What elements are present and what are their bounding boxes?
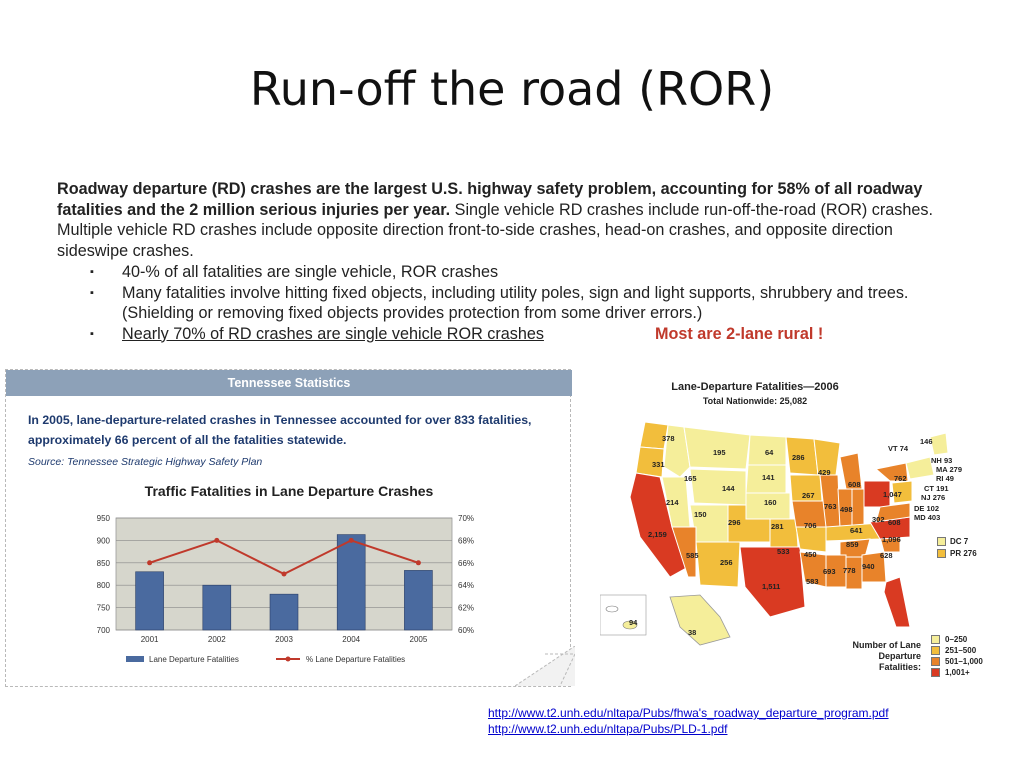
line-point	[214, 538, 219, 543]
line-point	[147, 560, 152, 565]
x-tick-label: 2001	[140, 635, 159, 644]
state-value: 144	[722, 484, 735, 493]
bullet-text: Nearly 70% of RD crashes are single vehicle ROR crashes	[122, 324, 544, 343]
bullet-item	[90, 324, 970, 345]
state-value: 585	[686, 551, 699, 560]
state-value: 2,159	[648, 530, 667, 539]
state-value: 583	[806, 577, 819, 586]
bar	[136, 572, 164, 630]
bullet-text: Many fatalities involve hitting fixed objects, including utility poles, sign and light supports, shrubbery and trees. (Shielding or removing fixed objects provides protection from some driver errors.)	[122, 283, 909, 323]
northeast-label: NJ 276	[921, 493, 946, 502]
y2-tick-label: 66%	[458, 558, 475, 568]
bullet-list	[90, 262, 970, 344]
pr-label: PR 276	[950, 549, 977, 558]
legend-swatch	[931, 668, 940, 677]
legend-label: 501–1,000	[945, 657, 983, 666]
state-value: 693	[823, 567, 836, 576]
rural-callout: Most are 2-lane rural !	[655, 324, 824, 343]
state-value: 146	[920, 437, 933, 446]
state-value: 608	[848, 480, 861, 489]
intro-paragraph	[57, 179, 967, 261]
line-point	[416, 560, 421, 565]
bar	[270, 594, 298, 630]
state-value: 281	[771, 522, 784, 531]
y-tick-label: 750	[96, 603, 110, 613]
state-value: 1,511	[762, 582, 781, 591]
state-value: 378	[662, 434, 675, 443]
state-value: 38	[688, 628, 697, 637]
legend-swatch-bar	[126, 656, 144, 662]
bullet-item	[90, 283, 970, 324]
legend-point	[286, 657, 291, 662]
dc-swatch	[937, 537, 946, 546]
x-tick-label: 2003	[275, 635, 293, 644]
legend-label: Lane Departure Fatalities	[149, 655, 239, 664]
reference-link[interactable]: http://www.t2.unh.edu/nltapa/Pubs/PLD-1.pdf	[488, 722, 728, 736]
state-value: 214	[666, 498, 679, 507]
state-value: 706	[804, 521, 817, 530]
y-tick-label: 950	[96, 514, 110, 523]
y-tick-label: 850	[96, 558, 110, 568]
state-value: 608	[888, 518, 901, 527]
state-value: 286	[792, 453, 805, 462]
state-value: 1,096	[882, 535, 901, 544]
northeast-label: DE 102	[914, 504, 940, 513]
y2-tick-label: 62%	[458, 603, 475, 613]
state-value: 628	[880, 551, 893, 560]
state-value: 331	[652, 460, 665, 469]
reference-link[interactable]: http://www.t2.unh.edu/nltapa/Pubs/fhwa's_roadway_departure_program.pdf	[488, 706, 889, 720]
line-point	[349, 538, 354, 543]
state-value: 141	[762, 473, 775, 482]
tennessee-text: In 2005, lane-departure-related crashes in Tennessee accounted for over 833 fatalities, approximately 66 percent of all the fatalities statewide.	[28, 413, 532, 447]
bullet-icon: ▪	[90, 286, 94, 299]
y2-tick-label: 68%	[458, 536, 475, 546]
y-tick-label: 700	[96, 626, 110, 635]
tennessee-header: Tennessee Statistics	[6, 370, 572, 396]
state-value: 64	[765, 448, 774, 457]
northeast-label: MD 403	[914, 513, 941, 522]
northeast-label: NH 93	[931, 456, 953, 465]
bar	[404, 570, 432, 630]
northeast-label: RI 49	[936, 474, 954, 483]
intro-bold: Roadway departure (RD) crashes are the largest U.S. highway safety problem, accounting for 58% of all roadway fatalities and the 2 million serious injuries per year.	[57, 180, 923, 219]
state-value: 256	[720, 558, 733, 567]
state-value: 641	[850, 526, 863, 535]
page-fold-icon	[515, 646, 575, 686]
y2-tick-label: 70%	[458, 514, 475, 523]
legend-swatch	[931, 635, 940, 644]
y2-tick-label: 60%	[458, 626, 475, 635]
tennessee-source: Source: Tennessee Strategic Highway Safety Plan	[28, 456, 263, 468]
x-tick-label: 2002	[207, 635, 226, 644]
state-value: 940	[862, 562, 875, 571]
state-value: 94	[629, 618, 638, 627]
state-value: 296	[728, 518, 741, 527]
y-tick-label: 800	[96, 581, 110, 591]
pr-swatch	[937, 549, 946, 558]
line-point	[282, 572, 287, 577]
state-value: 498	[840, 505, 853, 514]
bullet-item	[90, 262, 970, 283]
northeast-label: MA 279	[936, 465, 962, 474]
bullet-icon: ▪	[90, 266, 94, 278]
state-value: 763	[824, 502, 837, 511]
y2-tick-label: 64%	[458, 581, 475, 591]
map-subtitle: Total Nationwide: 25,082	[702, 396, 808, 406]
x-tick-label: 2005	[409, 635, 428, 644]
bullet-icon: ▪	[90, 327, 94, 340]
map-legend-title: Number of Lane Departure Fatalities:	[852, 640, 921, 672]
bar	[203, 585, 231, 630]
legend-label: % Lane Departure Fatalities	[306, 655, 406, 664]
state-value: 778	[843, 566, 856, 575]
state-value: 195	[713, 448, 726, 457]
legend-swatch	[931, 646, 940, 655]
x-tick-label: 2004	[342, 635, 361, 644]
bar	[337, 535, 365, 630]
bullet-text: 40-% of all fatalities are single vehicle, ROR crashes	[122, 263, 499, 281]
reference-links	[488, 705, 889, 737]
legend-label: 251–500	[945, 646, 977, 655]
state-value: 533	[777, 547, 790, 556]
state-value: 150	[694, 510, 707, 519]
state-value: 450	[804, 550, 817, 559]
northeast-label: VT 74	[888, 444, 909, 453]
state-value: 165	[684, 474, 697, 483]
y-tick-label: 900	[96, 536, 110, 546]
state-value: 160	[764, 498, 777, 507]
legend-swatch	[931, 657, 940, 666]
dc-label: DC 7	[950, 537, 969, 546]
tennessee-panel	[5, 369, 571, 687]
state-value: 267	[802, 491, 815, 500]
state-value: 302	[872, 515, 885, 524]
slide-title: Run-off the road (ROR)	[249, 62, 775, 116]
legend-label: 1,001+	[945, 668, 970, 677]
legend-label: 0–250	[945, 635, 968, 644]
fatalities-chart	[86, 510, 506, 680]
state-value: 762	[894, 474, 907, 483]
state-value: 1,047	[883, 490, 902, 499]
chart-title: Traffic Fatalities in Lane Departure Crashes	[144, 483, 434, 499]
state-value: 859	[846, 540, 859, 549]
map-title: Lane-Departure Fatalities—2006	[671, 381, 839, 393]
state-value: 429	[818, 468, 831, 477]
northeast-label: CT 191	[924, 484, 949, 493]
intro-rest: Single vehicle RD crashes include run-off-the-road (ROR) crashes. Multiple vehicle RD crashes include opposite direction front-to-side crashes, head-on crashes, and opposite direction sideswipe crashes.	[57, 200, 933, 260]
